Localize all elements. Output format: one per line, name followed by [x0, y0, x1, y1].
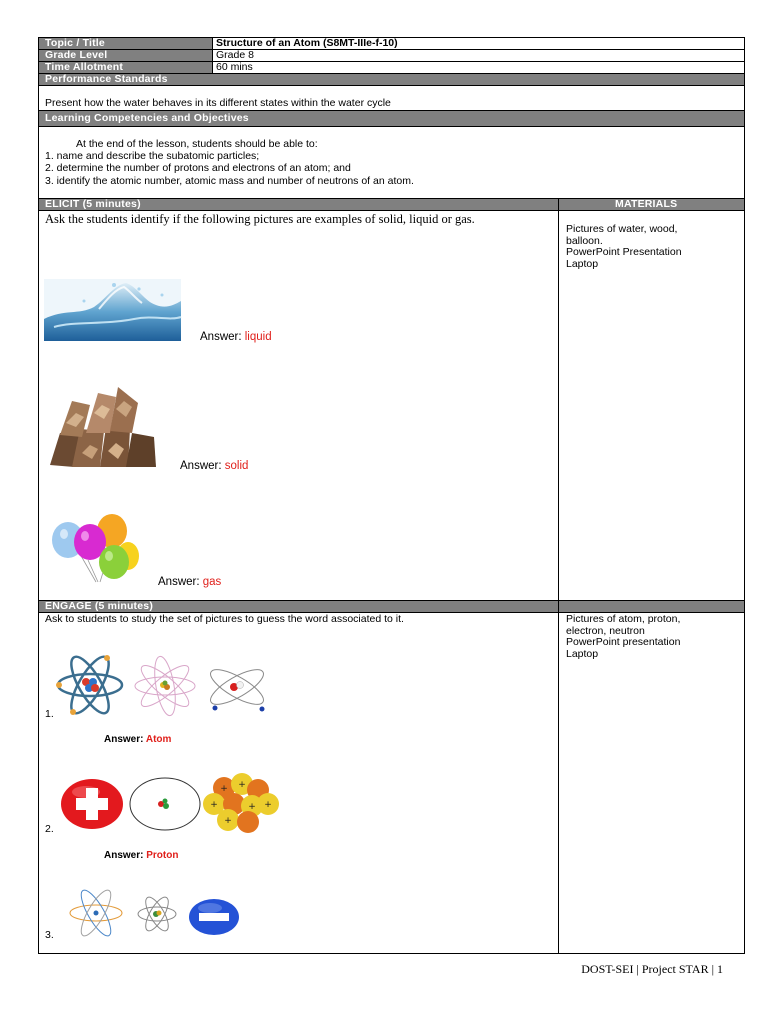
atom-electron-icon — [205, 660, 269, 714]
elicit-instruction: Ask the students identify if the following pictures are examples of solid, liquid or gas. — [45, 212, 475, 226]
objectives-intro: At the end of the lesson, students should be able to: — [76, 138, 318, 150]
performance-label: Performance Standards — [45, 73, 168, 85]
balloons-image — [50, 514, 142, 584]
firewood-image — [46, 383, 158, 467]
elicit-material-2: balloon. — [566, 235, 603, 247]
materials-label: MATERIALS — [615, 198, 678, 210]
engage-instruction: Ask to students to study the set of pictures to guess the word associated to it. — [45, 613, 404, 625]
time-label: Time Allotment — [45, 61, 124, 73]
engage-material-2: electron, neutron — [566, 625, 645, 637]
topic-value: Structure of an Atom (S8MT-IIIe-f-10) — [216, 37, 398, 49]
objective-3: 3. identify the atomic number, atomic mass and number of neutrons of an atom. — [45, 175, 414, 187]
svg-text:+: + — [224, 816, 232, 826]
divider — [38, 49, 745, 50]
water-splash-image — [44, 279, 181, 341]
divider — [38, 61, 745, 62]
item-number-1: 1. — [45, 708, 54, 720]
elicit-material-1: Pictures of water, wood, — [566, 223, 678, 235]
elicit-label: ELICIT (5 minutes) — [45, 198, 141, 210]
elicit-material-3: PowerPoint Presentation — [566, 246, 682, 258]
engage-answer-2: Answer: Proton — [104, 850, 179, 861]
svg-text:+: + — [264, 800, 272, 810]
performance-text: Present how the water behaves in its different states within the water cycle — [45, 97, 391, 109]
divider — [212, 37, 213, 73]
competencies-label: Learning Competencies and Objectives — [45, 112, 249, 124]
objective-1: 1. name and describe the subatomic particles; — [45, 150, 260, 162]
proton-cluster-icon — [200, 772, 280, 834]
topic-label: Topic / Title — [45, 37, 105, 49]
time-value: 60 mins — [216, 61, 253, 73]
item-number-2: 2. — [45, 823, 54, 835]
elicit-answer-1: Answer: liquid — [200, 331, 272, 343]
engage-answer-1: Answer: Atom — [104, 734, 172, 745]
divider — [38, 126, 745, 127]
item-number-3: 3. — [45, 929, 54, 941]
divider — [38, 85, 745, 86]
atom-orbital-icon — [132, 660, 198, 712]
atom-outline-icon — [68, 890, 124, 936]
engage-material-4: Laptop — [566, 648, 599, 660]
engage-label: ENGAGE (5 minutes) — [45, 600, 154, 612]
engage-material-3: PowerPoint presentation — [566, 636, 681, 648]
svg-text:+: + — [220, 784, 228, 794]
page-footer: DOST-SEI | Project STAR | 1 — [581, 962, 723, 976]
objective-2: 2. determine the number of protons and electrons of an atom; and — [45, 162, 351, 174]
elicit-answer-2: Answer: solid — [180, 460, 249, 472]
elicit-answer-3: Answer: gas — [158, 576, 222, 588]
divider — [558, 198, 559, 954]
svg-text:+: + — [210, 800, 218, 810]
plus-sign-icon — [60, 778, 124, 830]
nucleus-orbit-icon — [128, 776, 202, 832]
svg-text:+: + — [238, 780, 246, 790]
elicit-material-4: Laptop — [566, 258, 599, 270]
minus-sign-icon — [188, 898, 240, 936]
grade-value: Grade 8 — [216, 49, 254, 61]
atom-model-icon — [55, 652, 125, 718]
grade-label: Grade Level — [45, 49, 108, 61]
engage-material-1: Pictures of atom, proton, — [566, 613, 681, 625]
svg-text:+: + — [248, 802, 256, 812]
atom-small-icon — [136, 896, 178, 932]
divider — [38, 110, 745, 111]
